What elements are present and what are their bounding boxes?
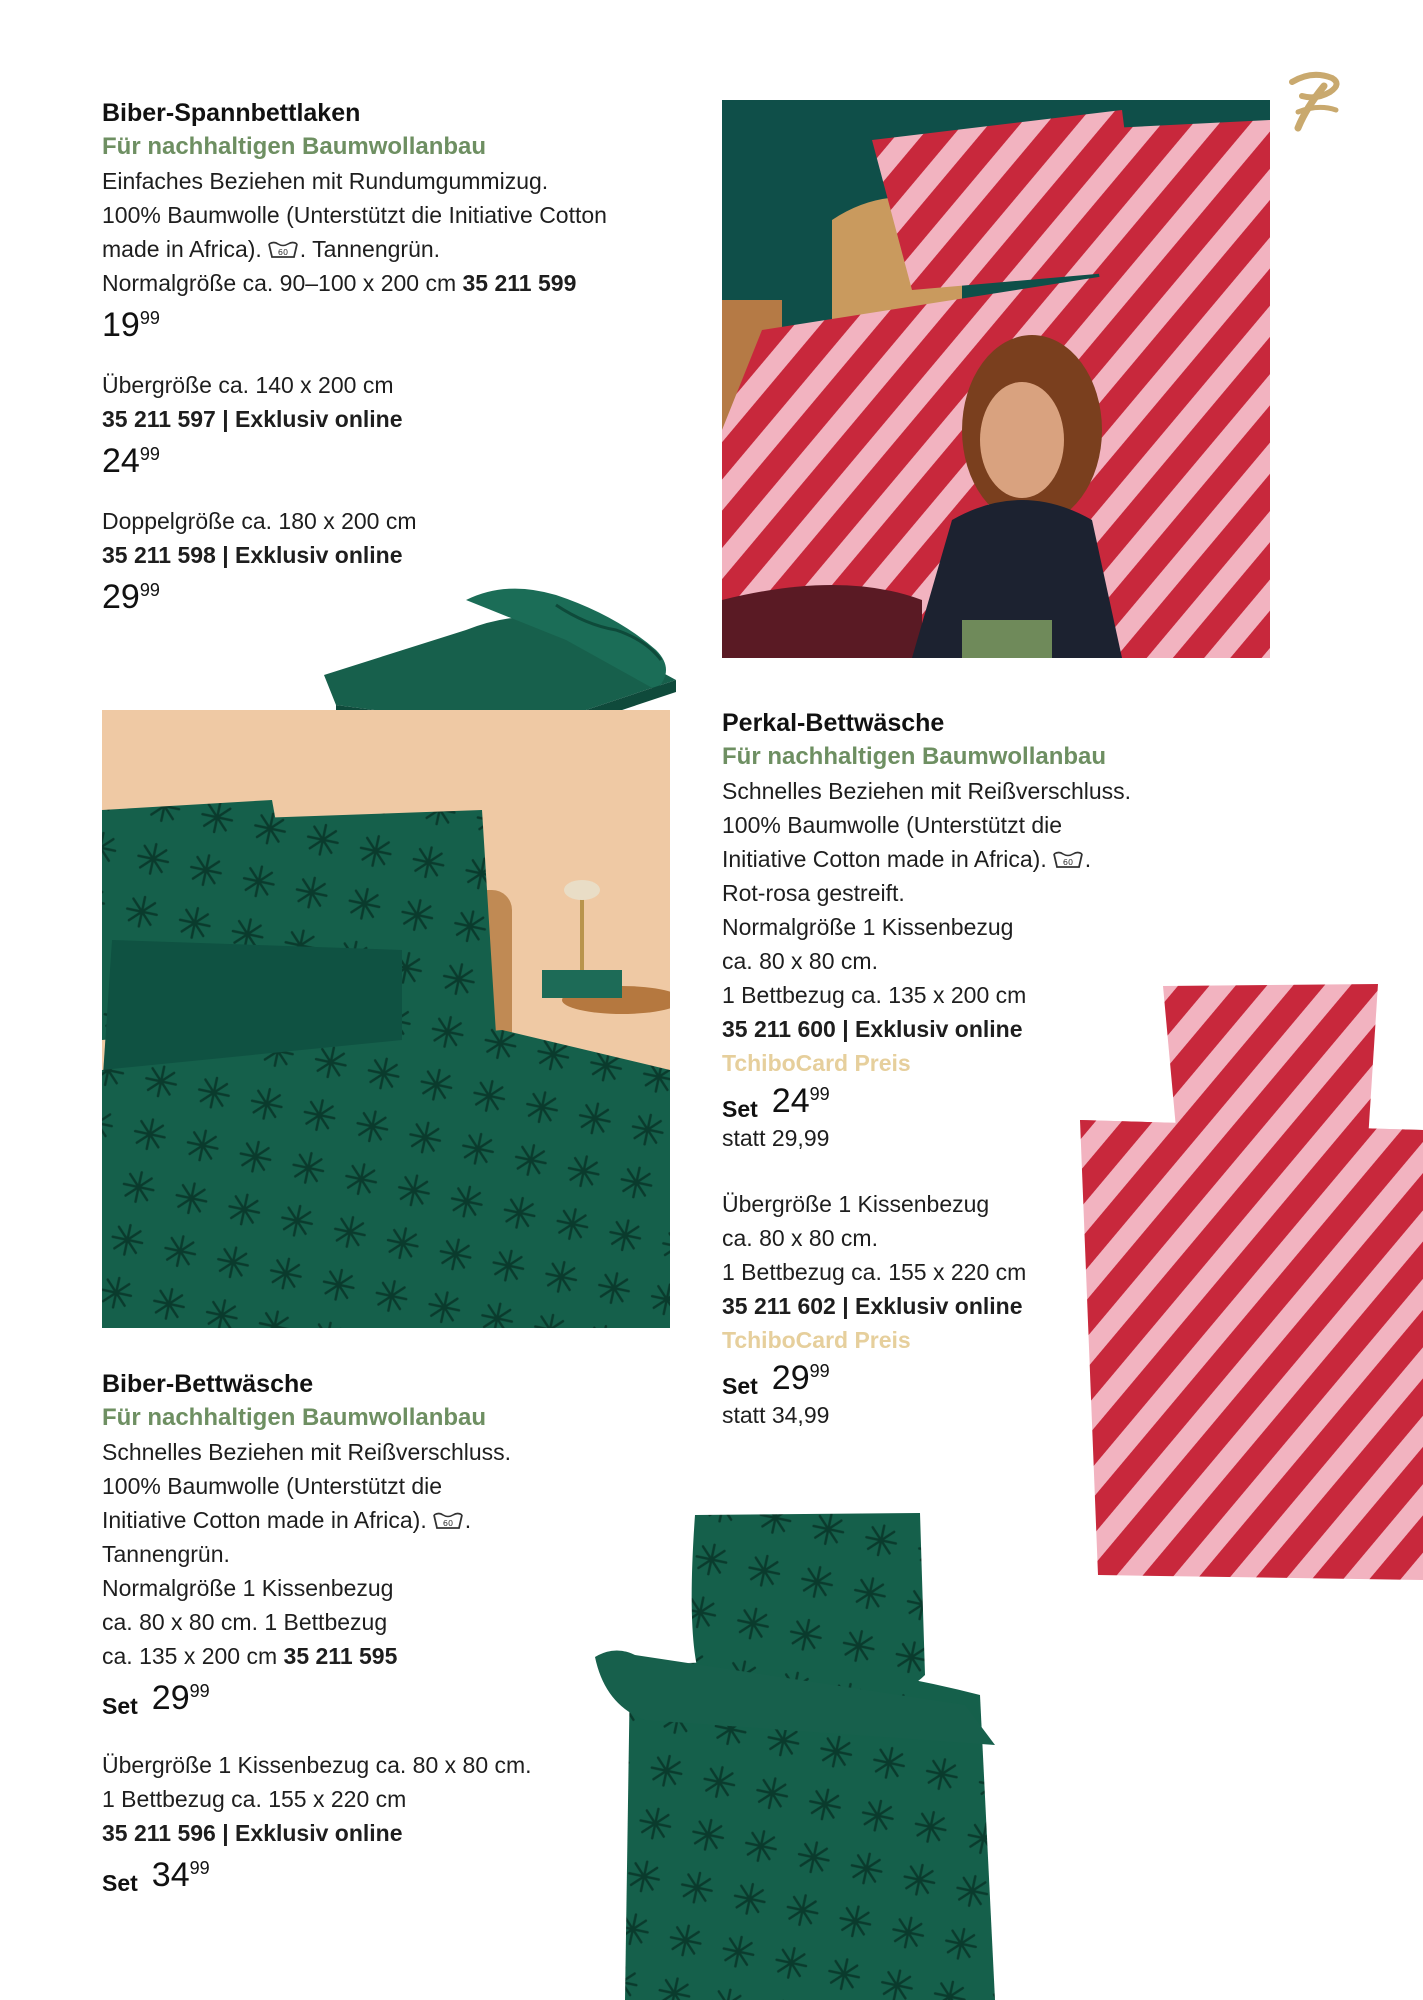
tchibocard-price-label: TchiboCard Preis xyxy=(722,1050,911,1076)
product-subtitle: Für nachhaltigen Baumwollanbau xyxy=(102,1404,487,1431)
description-line: made in Africa). . Tannengrün. xyxy=(102,236,441,262)
description-line: Initiative Cotton made in Africa). . xyxy=(722,846,1092,872)
product-title: Biber-Spannbettlaken xyxy=(102,99,361,127)
product-biber-spannbettlaken xyxy=(102,96,702,614)
size-line: ca. 80 x 80 cm. 1 Bettbezug xyxy=(102,1609,388,1635)
photo-green-star-duvet-set xyxy=(585,1505,1005,2000)
description-line: Schnelles Beziehen mit Reißverschluss. xyxy=(722,778,1132,804)
description-line: 100% Baumwolle (Unterstützt die xyxy=(102,1473,443,1499)
description-line: Schnelles Beziehen mit Reißverschluss. xyxy=(102,1439,512,1465)
photo-girl-red-striped-bedding xyxy=(722,100,1270,658)
size-line: ca. 80 x 80 cm. xyxy=(722,1225,878,1251)
description-line: Rot-rosa gestreift. xyxy=(722,880,905,906)
product-biber-bettwaesche xyxy=(102,1367,602,1895)
size-line: 1 Bettbezug ca. 155 x 220 cm xyxy=(722,1259,1027,1285)
price: Set 29 99 xyxy=(102,1679,210,1719)
article-number: 35 211 597 | Exklusiv online xyxy=(102,406,403,432)
size-line: 1 Bettbezug ca. 135 x 200 cm xyxy=(722,982,1027,1008)
wash-60-icon xyxy=(433,1512,463,1530)
article-number: 35 211 599 xyxy=(462,270,577,296)
tchibocard-price-label: TchiboCard Preis xyxy=(722,1327,911,1353)
description-line: 100% Baumwolle (Unterstützt die Initiative Cotton xyxy=(102,202,607,228)
price: Set 34 99 xyxy=(102,1856,210,1896)
description-line: Einfaches Beziehen mit Rundumgummizug. xyxy=(102,168,549,194)
description-line: Tannengrün. xyxy=(102,1541,230,1567)
tchibo-logo-icon xyxy=(1284,68,1344,134)
product-title: Biber-Bettwäsche xyxy=(102,1370,314,1398)
wash-60-icon xyxy=(1053,851,1083,869)
description-line: Initiative Cotton made in Africa). . xyxy=(102,1507,472,1533)
article-number: 35 211 596 | Exklusiv online xyxy=(102,1820,403,1846)
size-line: Übergröße 1 Kissenbezug xyxy=(722,1191,990,1217)
article-number: 35 211 602 | Exklusiv online xyxy=(722,1293,1023,1319)
price: 24 99 xyxy=(102,442,160,480)
wash-60-icon xyxy=(268,241,298,259)
size-line: Normalgröße ca. 90–100 x 200 cm 35 211 599 xyxy=(102,270,577,296)
size-line: Übergröße 1 Kissenbezug ca. 80 x 80 cm. xyxy=(102,1752,532,1778)
product-subtitle: Für nachhaltigen Baumwollanbau xyxy=(722,743,1107,770)
size-line: Normalgröße 1 Kissenbezug xyxy=(102,1575,394,1601)
price: Set 29 99 xyxy=(722,1359,830,1399)
photo-red-striped-duvet-set xyxy=(1068,980,1423,1580)
size-line: 1 Bettbezug ca. 155 x 220 cm xyxy=(102,1786,407,1812)
product-subtitle: Für nachhaltigen Baumwollanbau xyxy=(102,133,487,160)
price: 29 99 xyxy=(102,578,160,616)
size-line: Normalgröße 1 Kissenbezug xyxy=(722,914,1014,940)
old-price: statt 34,99 xyxy=(722,1402,830,1428)
price: 19 99 xyxy=(102,306,160,344)
size-line: Doppelgröße ca. 180 x 200 cm xyxy=(102,508,417,534)
description-line: 100% Baumwolle (Unterstützt die xyxy=(722,812,1063,838)
article-number: 35 211 600 | Exklusiv online xyxy=(722,1016,1023,1042)
size-line: ca. 135 x 200 cm 35 211 595 xyxy=(102,1643,398,1669)
article-number: 35 211 598 | Exklusiv online xyxy=(102,542,403,568)
photo-green-star-bedding xyxy=(102,710,670,1328)
size-line: Übergröße ca. 140 x 200 cm xyxy=(102,372,394,398)
price: Set 24 99 xyxy=(722,1082,830,1122)
old-price: statt 29,99 xyxy=(722,1125,830,1151)
size-line: ca. 80 x 80 cm. xyxy=(722,948,878,974)
product-title: Perkal-Bettwäsche xyxy=(722,709,945,737)
article-number: 35 211 595 xyxy=(283,1643,398,1669)
